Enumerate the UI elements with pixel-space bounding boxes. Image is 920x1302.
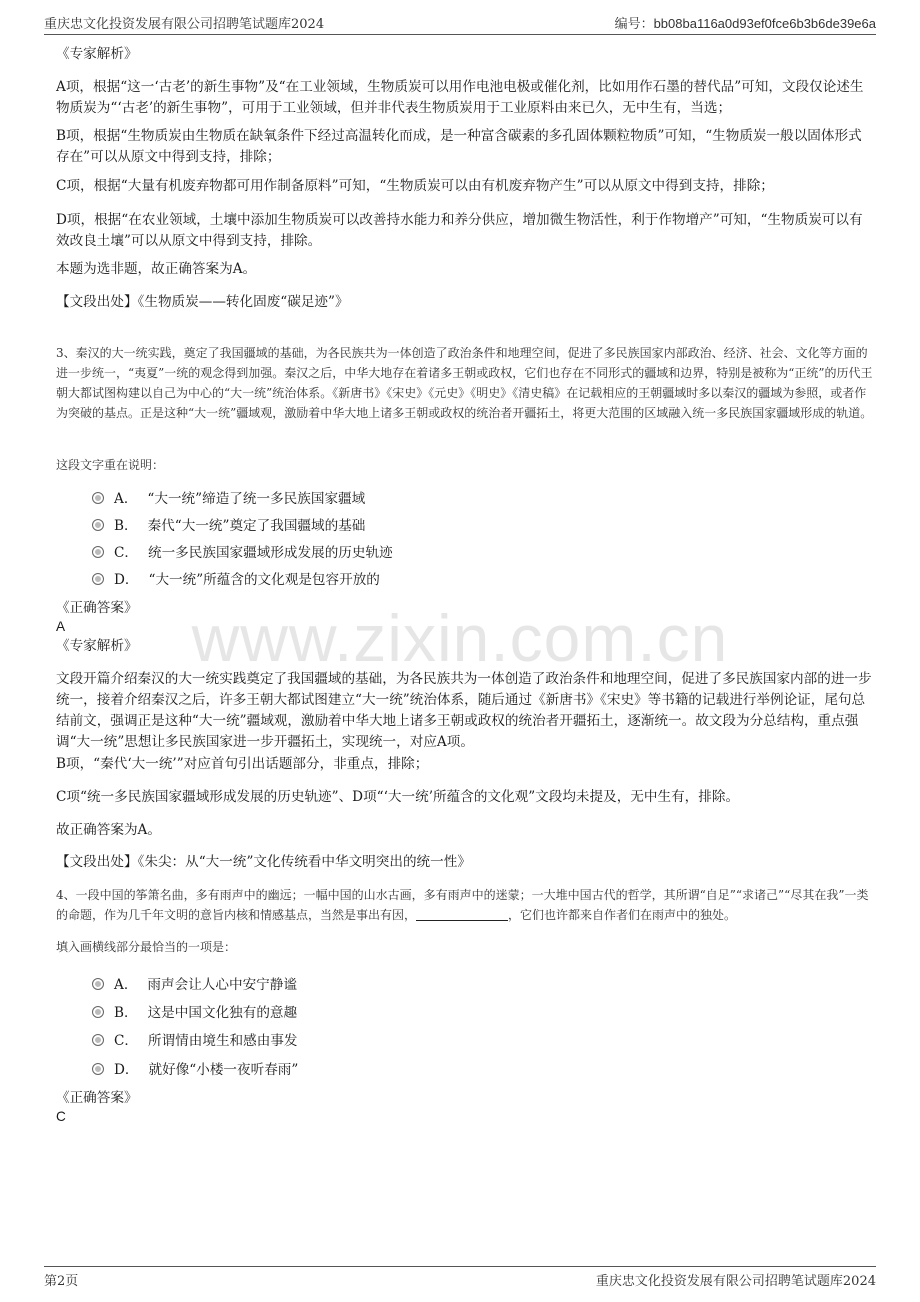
option-text: “大一统”所蕴含的文化观是包容开放的: [148, 572, 380, 588]
radio-icon[interactable]: [92, 978, 104, 990]
analysis-main: 文段开篇介绍秦汉的大一统实践奠定了我国疆域的基础，为各民族共为一体创造了政治条件和地理空间，促进了多民族国家内部的进一步统一，接着介绍秦汉之后，许多王朝大都试图建立“大一统”统治体系，随后通过《新唐书》《宋史》等书籍的记载进行举例论证，尾句总结前文，强调正是这种“大一统”疆域观，激励着中华大地上诸多王朝或政权的统治者开疆拓土，逐渐统一。故文段为分总结构，重点强调“大一统”思想让多民族国家进一步开疆拓土，实现统一，对应A项。: [56, 671, 872, 750]
source-citation: 【文段出处】《朱尖：从“大一统”文化传统看中华文明突出的统一性》: [56, 854, 471, 870]
correct-answer: A: [56, 619, 66, 634]
question-3-stem: 3、秦汉的大一统实践，奠定了我国疆域的基础，为各民族共为一体创造了政治条件和地理空间，促进了多民族国家内部政治、经济、社会、文化等方面的进一步统一，“夷夏”一统的观念得到加强。秦汉之后，中华大地存在着诸多王朝或政权，它们也存在不同形式的疆域和边界，特别是被称为“正统”的历代王朝大都试图构建以自己为中心的“大一统”统治体系。《新唐书》《宋史》《元史》《明史》《清史稿》在记载相应的王朝疆域时多以秦汉的疆域为参照，或者作为突破的基点。正是这种“大一统”疆域观，激励着中华大地上诸多王朝或政权的统治者开疆拓土，将更大范围的区域融入统一多民族国家疆域形成的轨道。: [56, 346, 873, 420]
q4-option-c[interactable]: [92, 1030, 832, 1052]
option-text: 统一多民族国家疆域形成发展的历史轨迹: [148, 545, 393, 561]
option-label: D．: [114, 1062, 139, 1078]
correct-answer-label: 《正确答案》: [56, 1090, 138, 1106]
radio-icon[interactable]: [92, 1063, 104, 1075]
q3-option-b[interactable]: [92, 515, 832, 537]
radio-icon[interactable]: [92, 519, 104, 531]
option-label: D．: [114, 572, 139, 588]
option-label: B．: [114, 1005, 138, 1021]
radio-icon[interactable]: [92, 546, 104, 558]
option-label: C．: [114, 1033, 138, 1049]
footer-divider: [44, 1266, 876, 1267]
correct-answer: C: [56, 1109, 66, 1124]
q3-option-d[interactable]: [92, 569, 832, 591]
footer-title: 重庆忠文化投资发展有限公司招聘笔试题库2024: [595, 1274, 876, 1289]
page-number: 第2页: [44, 1274, 79, 1289]
expert-analysis-label: 《专家解析》: [56, 46, 138, 62]
radio-icon[interactable]: [92, 573, 104, 585]
option-text: “大一统”缔造了统一多民族国家疆域: [147, 491, 366, 507]
q3-option-c[interactable]: [92, 542, 832, 564]
document-code: 编号：bb08ba116a0d93ef0fce6b3b6de39e6a: [614, 16, 876, 31]
radio-icon[interactable]: [92, 492, 104, 504]
analysis-option-b: B项，根据“生物质炭由生物质在缺氧条件下经过高温转化而成，是一种富含碳素的多孔固体颗粒物质”可知，“生物质炭一般以固体形式存在”可以从原文中得到支持，排除；: [56, 128, 862, 165]
stem-text: 4、一段中国的筝箫名曲，多有雨声中的幽远；一幅中国的山水古画，多有雨声中的迷蒙；一大堆中国古代的哲学，其所谓“自足”“求诸己”“尽其在我”一类的命题，作为几千年文明的意旨内核和情感基点，当然是事出有因，: [56, 888, 869, 922]
option-label: C．: [114, 545, 138, 561]
stem-text: ，它们也许都来自作者们在雨声中的独处。: [508, 908, 737, 922]
option-text: 秦代“大一统”奠定了我国疆域的基础: [147, 518, 366, 534]
answer-conclusion: 故正确答案为A。: [56, 822, 161, 838]
question-3-prompt: 这段文字重在说明：: [56, 458, 165, 472]
radio-icon[interactable]: [92, 1006, 104, 1018]
header-title: 重庆忠文化投资发展有限公司招聘笔试题库2024: [44, 17, 325, 32]
question-4-prompt: 填入画横线部分最恰当的一项是：: [56, 940, 237, 954]
analysis-option-a: A项，根据“这一‘古老’的新生事物”及“在工业领域，生物质炭可以用作电池电极或催化剂，比如用作石墨的替代品”可知，文段仅论述生物质炭为“‘古老’的新生事物”，可用于工业领域，但并非代表生物质炭用于工业原料由来已久，无中生有，当选；: [56, 79, 864, 116]
q4-option-a[interactable]: [92, 974, 832, 996]
option-text: 所谓情由境生和感由事发: [148, 1033, 298, 1049]
source-citation: 【文段出处】《生物质炭——转化固废“碳足迹”》: [56, 294, 349, 310]
option-text: 这是中国文化独有的意趣: [147, 1005, 298, 1021]
option-text: 雨声会让人心中安宁静谧: [147, 977, 297, 993]
analysis-option-d: D项，根据“在农业领域，土壤中添加生物质炭可以改善持水能力和养分供应，增加微生物活性，利于作物增产”可知，“生物质炭可以有效改良土壤”可以从原文中得到支持，排除。: [56, 212, 863, 249]
page-header: [44, 10, 876, 32]
page-footer: [44, 1266, 876, 1296]
option-label: A．: [114, 977, 138, 993]
fill-blank: [416, 908, 508, 921]
question-4-stem: [56, 885, 874, 925]
option-label: A．: [114, 491, 138, 507]
analysis-option-cd: C项“统一多民族国家疆域形成发展的历史轨迹”、D项“‘大一统’所蕴含的文化观”文段均未提及，无中生有，排除。: [56, 789, 740, 805]
q3-option-a[interactable]: [92, 488, 832, 510]
correct-answer-label: 《正确答案》: [56, 600, 138, 616]
header-divider: [44, 34, 876, 35]
radio-icon[interactable]: [92, 1034, 104, 1046]
analysis-option-b: B项，“秦代‘大一统’”对应首句引出话题部分，非重点，排除；: [56, 756, 429, 772]
option-label: B．: [114, 518, 138, 534]
watermark: www.zixin.com.cn: [191, 601, 729, 675]
analysis-option-c: C项，根据“大量有机废弃物都可用作制备原料”可知，“生物质炭可以由有机废弃物产生”可以从原文中得到支持，排除；: [56, 178, 774, 194]
q4-option-d[interactable]: [92, 1059, 832, 1081]
option-text: 就好像“小楼一夜听春雨”: [148, 1062, 299, 1078]
q4-option-b[interactable]: [92, 1002, 832, 1024]
answer-conclusion: 本题为选非题，故正确答案为A。: [56, 261, 257, 277]
expert-analysis-label: 《专家解析》: [56, 638, 138, 654]
